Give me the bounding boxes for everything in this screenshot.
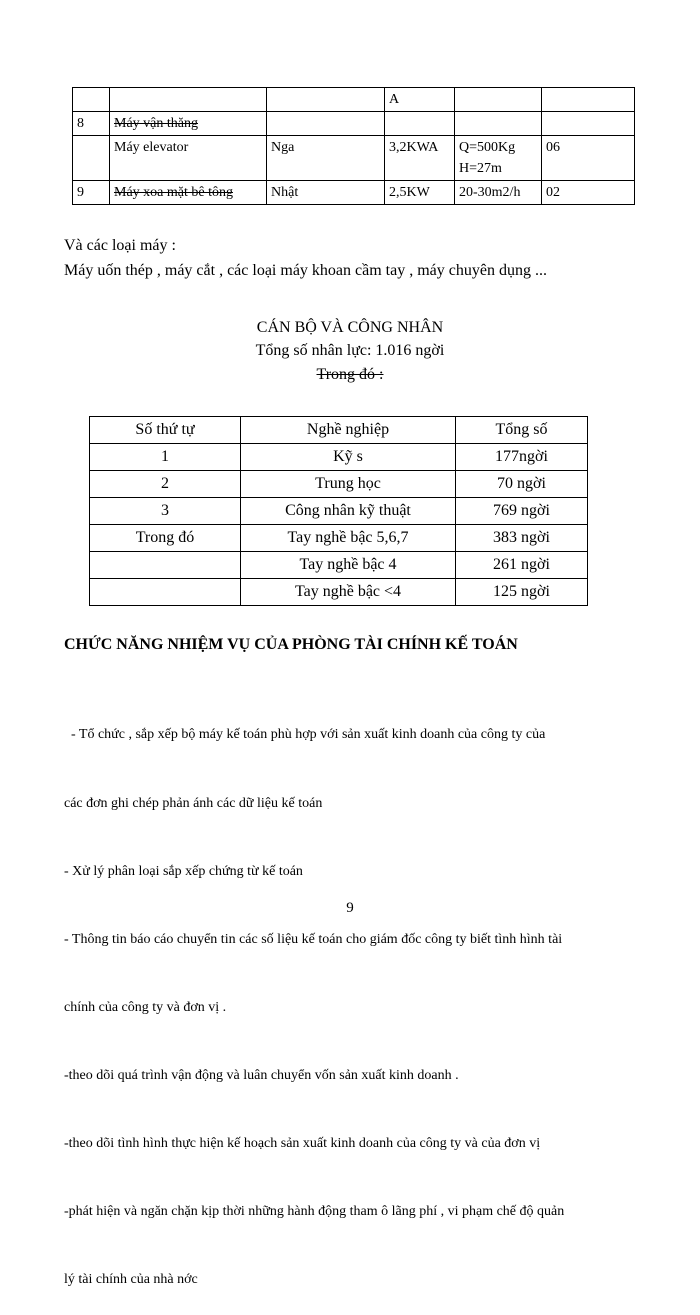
cell	[90, 552, 241, 579]
cell: Trung học	[241, 471, 456, 498]
page-number: 9	[346, 900, 354, 916]
duties-list	[64, 679, 664, 1315]
cell	[90, 579, 241, 606]
section-heading: CHỨC NĂNG NHIỆM VỤ CỦA PHÒNG TÀI CHÍNH KẾ TOÁN	[64, 636, 518, 653]
table-row	[90, 498, 588, 525]
cell-spec: 20-30m2/h	[455, 181, 542, 205]
cell: Kỹ s	[241, 444, 456, 471]
duty-line: -theo dõi tình hình thực hiện kế hoạch sản xuất kinh doanh của công ty và của đơn vị	[64, 1136, 541, 1152]
cell-name: Máy elevator	[110, 136, 267, 181]
table-row	[73, 88, 635, 112]
staff-subtitle: Trong đó :	[316, 366, 384, 383]
duty-line: các đơn ghi chép phản ánh các dữ liệu kế toán	[64, 795, 323, 811]
spec-line-2: H=27m	[459, 161, 502, 176]
cell: 177ngời	[456, 444, 588, 471]
duty-line: chính của công ty và đơn vị .	[64, 999, 227, 1015]
duty-line: - Tổ chức , sắp xếp bộ máy kế toán phù hợp với sản xuất kinh doanh của công ty của	[64, 727, 546, 743]
cell-spec	[455, 112, 542, 136]
cell-qty: 06	[542, 136, 635, 181]
table-row	[90, 471, 588, 498]
cell-no	[73, 136, 110, 181]
cell: 769 ngời	[456, 498, 588, 525]
duty-line: lý tài chính của nhà nớc	[64, 1272, 198, 1288]
cell: Tay nghề bậc 4	[241, 552, 456, 579]
cell: 70 ngời	[456, 471, 588, 498]
cell: Tay nghề bậc 5,6,7	[241, 525, 456, 552]
cell-qty	[542, 88, 635, 112]
cell-no	[73, 88, 110, 112]
table-row	[73, 136, 635, 181]
equipment-table	[72, 87, 635, 205]
spec-line-1: Q=500Kg	[459, 140, 516, 155]
cell: 125 ngời	[456, 579, 588, 606]
duty-line: -phát hiện và ngăn chặn kịp thời những hành động tham ô lãng phí , vi phạm chế độ quản	[64, 1204, 565, 1220]
header-cell: Nghề nghiệp	[241, 417, 456, 444]
cell-spec	[455, 136, 542, 181]
cell: 2	[90, 471, 241, 498]
cell-origin	[267, 112, 385, 136]
machines-list: Máy uốn thép , máy cắt , các loại máy khoan cầm tay , máy chuyên dụng ...	[64, 262, 547, 279]
cell-name	[110, 88, 267, 112]
staff-title: CÁN BỘ VÀ CÔNG NHÂN	[256, 319, 444, 336]
table-row	[90, 552, 588, 579]
cell: 1	[90, 444, 241, 471]
cell-power: A	[385, 88, 455, 112]
cell-spec	[455, 88, 542, 112]
table-row	[90, 579, 588, 606]
table-row	[90, 444, 588, 471]
cell-power: 3,2KWA	[385, 136, 455, 181]
cell: 3	[90, 498, 241, 525]
cell-qty: 02	[542, 181, 635, 205]
cell: Trong đó	[90, 525, 241, 552]
header-cell: Tổng số	[456, 417, 588, 444]
cell-name: Máy xoa mặt bê tông	[110, 181, 267, 205]
header-cell: Số thứ tự	[90, 417, 241, 444]
duty-line: -theo dõi quá trình vận động và luân chuyển vốn sản xuất kinh doanh .	[64, 1067, 459, 1083]
cell-origin	[267, 88, 385, 112]
cell: 383 ngời	[456, 525, 588, 552]
duty-line: - Thông tin báo cáo chuyển tin các số liệu kế toán cho giám đốc công ty biết tình hình tài	[64, 931, 563, 947]
cell-no: 9	[73, 181, 110, 205]
staff-table	[89, 416, 588, 606]
table-row	[90, 525, 588, 552]
table-row	[73, 181, 635, 205]
table-header-row	[90, 417, 588, 444]
duty-line: - Xử lý phân loại sắp xếp chứng từ kế toán	[64, 863, 303, 879]
machines-intro: Và các loại máy :	[64, 237, 176, 254]
cell: 261 ngời	[456, 552, 588, 579]
cell-origin: Nhật	[267, 181, 385, 205]
cell: Tay nghề bậc <4	[241, 579, 456, 606]
cell-power: 2,5KW	[385, 181, 455, 205]
cell-name: Máy vận thăng	[110, 112, 267, 136]
staff-total: Tổng số nhân lực: 1.016 ngời	[255, 342, 445, 359]
cell-qty	[542, 112, 635, 136]
cell: Công nhân kỹ thuật	[241, 498, 456, 525]
cell-power	[385, 112, 455, 136]
table-row	[73, 112, 635, 136]
cell-no: 8	[73, 112, 110, 136]
cell-origin: Nga	[267, 136, 385, 181]
